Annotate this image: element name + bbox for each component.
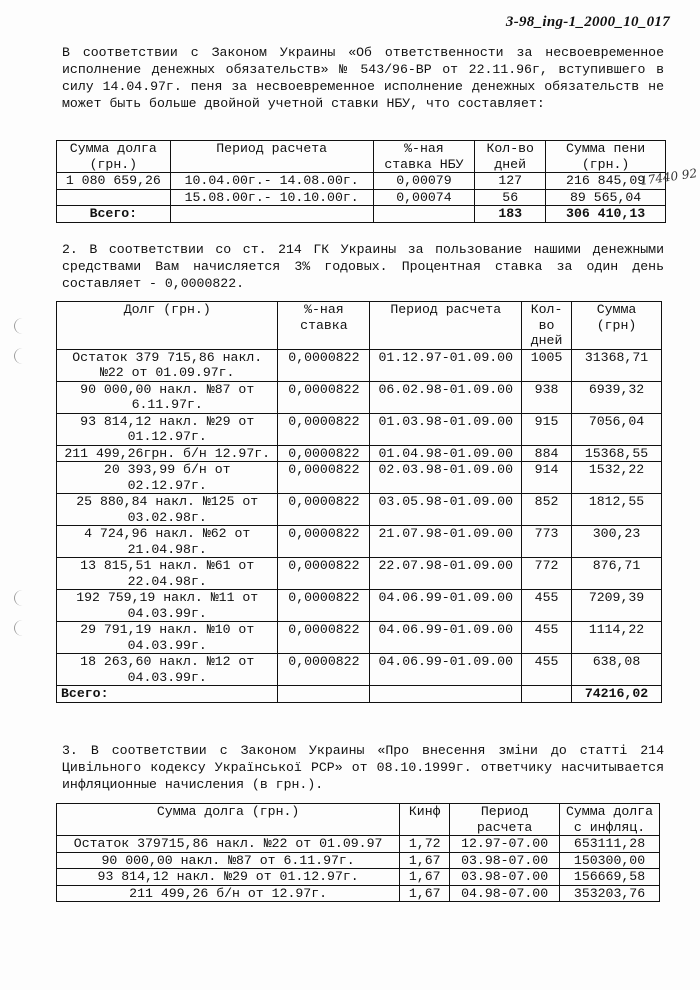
table-cell: 89 565,04: [546, 189, 666, 206]
table-row: [57, 590, 662, 622]
column-header: Сумма (грн): [572, 302, 662, 350]
table-header-row: [57, 302, 662, 350]
column-header: Кол-во дней: [522, 302, 572, 350]
column-header: Период расчета: [170, 141, 373, 173]
punch-hole-mark: [14, 348, 31, 364]
table-row: [57, 558, 662, 590]
column-header: Сумма долга (грн.): [57, 141, 171, 173]
table-cell: 29 791,19 накл. №10 от 04.03.99г.: [57, 622, 278, 654]
table-row: [57, 622, 662, 654]
column-header: Кол-во дней: [475, 141, 546, 173]
table-cell: 150300,00: [560, 852, 660, 869]
punch-hole-mark: [14, 318, 31, 334]
table-cell: 0,0000822: [278, 381, 370, 413]
column-header: Кинф: [400, 804, 450, 836]
table-cell: 7209,39: [572, 590, 662, 622]
table-cell: 90 000,00 накл. №87 от 6.11.97г.: [57, 852, 400, 869]
total-sum: 74216,02: [572, 686, 662, 703]
table-cell: 300,23: [572, 526, 662, 558]
table-cell: 90 000,00 накл. №87 от 6.11.97г.: [57, 381, 278, 413]
table-cell: 1,67: [400, 885, 450, 902]
table-cell: 914: [522, 462, 572, 494]
table-cell: 06.02.98-01.09.00: [370, 381, 522, 413]
table-cell: 04.98-07.00: [450, 885, 560, 902]
table-cell: 773: [522, 526, 572, 558]
table-cell: Остаток 379715,86 накл. №22 от 01.09.97: [57, 836, 400, 853]
total-row: [57, 686, 662, 703]
table-cell: 04.06.99-01.09.00: [370, 622, 522, 654]
table-cell: 1005: [522, 349, 572, 381]
total-label: Всего:: [57, 206, 171, 223]
column-header: Сумма пени (грн.): [546, 141, 666, 173]
table-cell: 0,0000822: [278, 526, 370, 558]
table-row: [57, 836, 660, 853]
table-cell: 12.97-07.00: [450, 836, 560, 853]
table-cell: 156669,58: [560, 869, 660, 886]
table-row: [57, 654, 662, 686]
table-cell: 93 814,12 накл. №29 от 01.12.97г.: [57, 869, 400, 886]
table-cell: 22.07.98-01.09.00: [370, 558, 522, 590]
table-cell: 31368,71: [572, 349, 662, 381]
table-cell: 0,0000822: [278, 445, 370, 462]
table-row: [57, 445, 662, 462]
table-cell: 15368,55: [572, 445, 662, 462]
handwritten-note: 17440 92: [639, 166, 698, 188]
table-row: [57, 885, 660, 902]
table-row: [57, 349, 662, 381]
table-cell: 1,67: [400, 869, 450, 886]
paragraph-3: 3. В соответствии с Законом Украины «Про внесення зміни до статті 214 Цивільного кодексу Української РСР» от 08.10.1999г. ответчику насчитывается инфляционные начисления (в грн.).: [62, 743, 664, 792]
column-header: Сумма долга (грн.): [57, 804, 400, 836]
table-cell: 20 393,99 б/н от 02.12.97г.: [57, 462, 278, 494]
table-cell: 0,0000822: [278, 413, 370, 445]
table-cell: 192 759,19 накл. №11 от 04.03.99г.: [57, 590, 278, 622]
punch-hole-mark: [14, 620, 31, 636]
table-row: [57, 869, 660, 886]
table-cell: 6939,32: [572, 381, 662, 413]
table-cell: 211 499,26грн. б/н 12.97г.: [57, 445, 278, 462]
table-cell: 1114,22: [572, 622, 662, 654]
table-cell: 03.98-07.00: [450, 852, 560, 869]
table-cell: 0,0000822: [278, 590, 370, 622]
table-cell: 852: [522, 494, 572, 526]
table-cell: 02.03.98-01.09.00: [370, 462, 522, 494]
punch-hole-mark: [14, 590, 31, 606]
table-cell: 15.08.00г.- 10.10.00г.: [170, 189, 373, 206]
column-header: Сумма долга с инфляц.: [560, 804, 660, 836]
table-cell: 03.05.98-01.09.00: [370, 494, 522, 526]
table-cell: 772: [522, 558, 572, 590]
table-cell: 56: [475, 189, 546, 206]
table-row: [57, 462, 662, 494]
paragraph-1: В соответствии с Законом Украины «Об ответственности за несвоевременное исполнение денежных обязательств» № 543/96-ВР от 22.11.96г, вступившего в силу 14.04.97г. пеня за несвоевременное исполнение денежных обязательств не может быть больше двойной учетной ставки НБУ, что составляет:: [62, 45, 664, 111]
paragraph-2: 2. В соответствии со ст. 214 ГК Украины за пользование нашими денежными средствами Вам начисляется 3% годовых. Процентная ставка за один день составляет - 0,0000822.: [62, 242, 664, 291]
table-cell: 353203,76: [560, 885, 660, 902]
table-header-row: [57, 804, 660, 836]
document-id: 3-98_ing-1_2000_10_017: [505, 14, 670, 30]
table-row: [57, 526, 662, 558]
table-cell: 03.98-07.00: [450, 869, 560, 886]
table-cell: 1 080 659,26: [57, 173, 171, 190]
table-row: [57, 173, 666, 190]
table-cell: 04.06.99-01.09.00: [370, 654, 522, 686]
table-cell: 876,71: [572, 558, 662, 590]
total-days: 183: [475, 206, 546, 223]
column-header: Период расчета: [450, 804, 560, 836]
table-cell: 0,0000822: [278, 622, 370, 654]
table-cell: 0,0000822: [278, 654, 370, 686]
table-cell: [57, 189, 171, 206]
table-cell: 638,08: [572, 654, 662, 686]
table-cell: 1,72: [400, 836, 450, 853]
table-cell: 1532,22: [572, 462, 662, 494]
table-cell: 93 814,12 накл. №29 от 01.12.97г.: [57, 413, 278, 445]
table-cell: 10.04.00г.- 14.08.00г.: [170, 173, 373, 190]
table-cell: 915: [522, 413, 572, 445]
total-label: Всего:: [57, 686, 278, 703]
column-header: %-ная ставка: [278, 302, 370, 350]
total-row: [57, 206, 666, 223]
table-cell: 13 815,51 накл. №61 от 22.04.98г.: [57, 558, 278, 590]
table-cell: 653111,28: [560, 836, 660, 853]
column-header: %-ная ставка НБУ: [373, 141, 475, 173]
table-cell: 0,0000822: [278, 494, 370, 526]
total-sum: 306 410,13: [546, 206, 666, 223]
table-cell: Остаток 379 715,86 накл. №22 от 01.09.97г.: [57, 349, 278, 381]
table-row: [57, 413, 662, 445]
table-cell: 455: [522, 590, 572, 622]
table-cell: 216 845,09: [546, 173, 666, 190]
table-row: [57, 494, 662, 526]
table-cell: 7056,04: [572, 413, 662, 445]
table-cell: 01.12.97-01.09.00: [370, 349, 522, 381]
table-cell: 0,00079: [373, 173, 475, 190]
table-cell: 938: [522, 381, 572, 413]
table-cell: 0,0000822: [278, 349, 370, 381]
table-cell: 455: [522, 622, 572, 654]
table-cell: 1,67: [400, 852, 450, 869]
table-cell: 04.06.99-01.09.00: [370, 590, 522, 622]
table-cell: 01.03.98-01.09.00: [370, 413, 522, 445]
table-cell: 1812,55: [572, 494, 662, 526]
table-cell: 884: [522, 445, 572, 462]
table-row: [57, 189, 666, 206]
inflation-table: [56, 803, 660, 902]
table-cell: 211 499,26 б/н от 12.97г.: [57, 885, 400, 902]
table-cell: 127: [475, 173, 546, 190]
table-cell: 455: [522, 654, 572, 686]
table-cell: 18 263,60 накл. №12 от 04.03.99г.: [57, 654, 278, 686]
table-row: [57, 381, 662, 413]
penalty-table: [56, 140, 666, 223]
table-cell: 0,00074: [373, 189, 475, 206]
table-cell: 4 724,96 накл. №62 от 21.04.98г.: [57, 526, 278, 558]
column-header: Период расчета: [370, 302, 522, 350]
interest-table: [56, 301, 662, 703]
table-cell: 0,0000822: [278, 558, 370, 590]
table-cell: 0,0000822: [278, 462, 370, 494]
table-header-row: [57, 141, 666, 173]
table-cell: 25 880,84 накл. №125 от 03.02.98г.: [57, 494, 278, 526]
table-cell: 01.04.98-01.09.00: [370, 445, 522, 462]
table-cell: 21.07.98-01.09.00: [370, 526, 522, 558]
table-row: [57, 852, 660, 869]
column-header: Долг (грн.): [57, 302, 278, 350]
